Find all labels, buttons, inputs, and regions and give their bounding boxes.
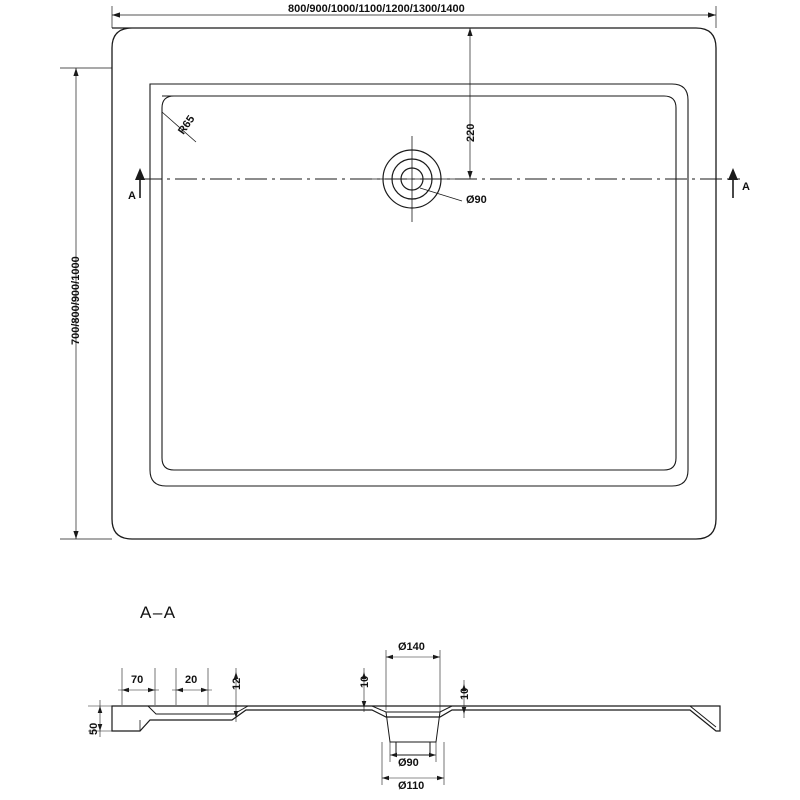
tray-basin-floor [162,96,676,470]
section-marker-right-label: A [742,181,750,193]
corner-radius-label: R65 [176,113,198,137]
section-marker-left-label: A [128,190,136,202]
rib-height-label: 12 [231,677,243,690]
drain-hole-label: Ø90 [398,757,419,769]
left-dimension-label: 700/800/900/1000 [70,256,82,345]
section-profile [112,706,720,755]
drain-offset-label: 220 [465,123,477,142]
flange-width-label: 70 [131,674,144,686]
inner-depth-right-label: 10 [459,687,471,700]
top-dimension-label: 800/900/1000/1100/1200/1300/1400 [288,3,465,15]
drain-offset-dimension [412,28,473,179]
section-title: A–A [140,603,177,622]
drain-well-top-label: Ø140 [398,641,425,653]
left-dimension [60,68,112,539]
drain-diameter-top-label: Ø90 [466,194,487,206]
tray-inner-rim-outer [150,84,688,486]
step-width-label: 20 [185,674,198,686]
inner-depth-left-label: 10 [359,675,371,688]
tray-outline [112,28,716,539]
total-height-label: 50 [88,722,100,735]
drain-seat-label: Ø110 [398,780,425,792]
